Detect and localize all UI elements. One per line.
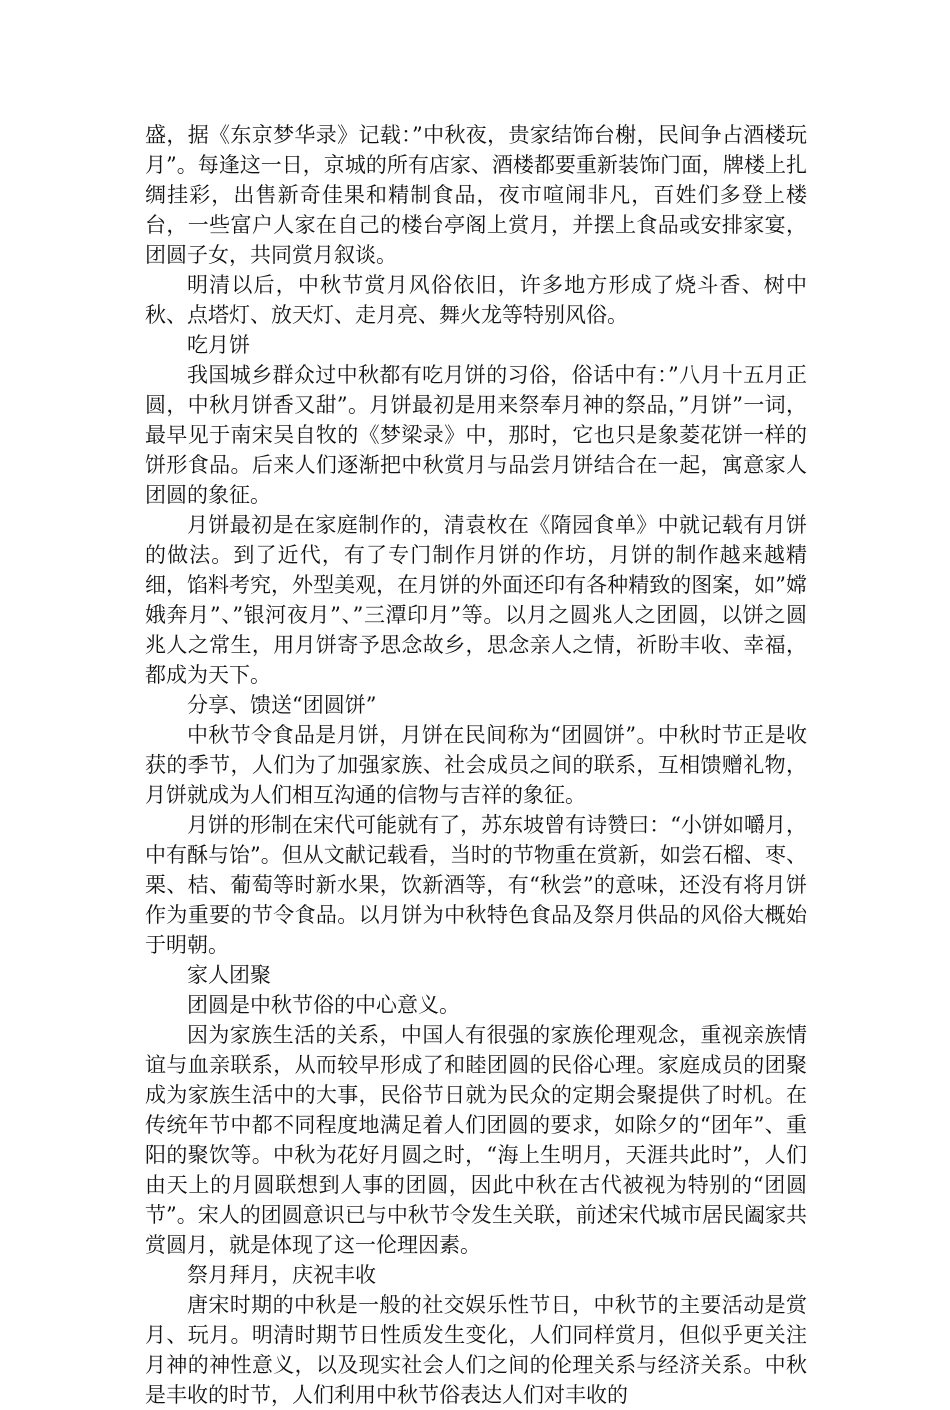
paragraph: 唐宋时期的中秋是一般的社交娱乐性节日，中秋节的主要活动是赏月、玩月。明清时期节日性质发生变化，人们同样赏月，但似乎更关注月神的神性意义，以及现实社会人们之间的伦理关系与经济关系。中秋是丰收的时节，人们利用中秋节俗表达人们对丰收的 <box>145 1293 807 1407</box>
paragraph: 我国城乡群众过中秋都有吃月饼的习俗，俗话中有：”八月十五月正圆，中秋月饼香又甜”。月饼最初是用来祭奉月神的祭品，”月饼”一词，最早见于南宋吴自牧的《梦梁录》中，那时，它也只是象菱花饼一样的饼形食品。后来人们逐渐把中秋赏月与品尝月饼结合在一起，寓意家人团圆的象征。 <box>145 363 807 507</box>
section-heading-family: 家人团聚 <box>187 963 271 987</box>
paragraph: 团圆是中秋节俗的中心意义。 <box>187 993 460 1017</box>
paragraph: 中秋节令食品是月饼，月饼在民间称为“团圆饼”。中秋时节正是收获的季节，人们为了加强家族、社会成员之间的联系，互相馈赠礼物，月饼就成为人们相互沟通的信物与吉祥的象征。 <box>145 723 807 807</box>
section-heading-share: 分享、馈送“团圆饼” <box>187 693 377 717</box>
document-body <box>145 120 807 1410</box>
section-heading-mooncake: 吃月饼 <box>187 333 250 357</box>
paragraph: 月饼的形制在宋代可能就有了，苏东坡曾有诗赞曰：“小饼如嚼月，中有酥与饴”。但从文献记载看，当时的节物重在赏新，如尝石榴、枣、栗、桔、葡萄等时新水果，饮新酒等，有“秋尝”的意味，还没有将月饼作为重要的节令食品。以月饼为中秋特色食品及祭月供品的风俗大概始于明朝。 <box>145 813 807 957</box>
paragraph: 月饼最初是在家庭制作的，清袁枚在《隋园食单》中就记载有月饼的做法。到了近代，有了专门制作月饼的作坊，月饼的制作越来越精细，馅料考究，外型美观，在月饼的外面还印有各种精致的图案，如”嫦娥奔月”、”银河夜月”、”三潭印月”等。以月之圆兆人之团圆，以饼之圆兆人之常生，用月饼寄予思念故乡，思念亲人之情，祈盼丰收、幸福，都成为天下。 <box>145 513 807 687</box>
paragraph-continued: 盛，据《东京梦华录》记载：”中秋夜，贵家结饰台榭，民间争占酒楼玩月”。每逢这一日，京城的所有店家、酒楼都要重新装饰门面，牌楼上扎绸挂彩，出售新奇佳果和精制食品，夜市喧闹非凡，百姓们多登上楼台，一些富户人家在自己的楼台亭阁上赏月，并摆上食品或安排家宴，团圆子女，共同赏月叙谈。 <box>145 123 807 267</box>
paragraph: 明清以后，中秋节赏月风俗依旧，许多地方形成了烧斗香、树中秋、点塔灯、放天灯、走月亮、舞火龙等特别风俗。 <box>145 273 807 327</box>
section-heading-worship: 祭月拜月，庆祝丰收 <box>187 1263 376 1287</box>
paragraph: 因为家族生活的关系，中国人有很强的家族伦理观念，重视亲族情谊与血亲联系，从而较早形成了和睦团圆的民俗心理。家庭成员的团聚成为家族生活中的大事，民俗节日就为民众的定期会聚提供了时机。在传统年节中都不同程度地满足着人们团圆的要求，如除夕的“团年”、重阳的聚饮等。中秋为花好月圆之时，“海上生明月，天涯共此时”，人们由天上的月圆联想到人事的团圆，因此中秋在古代被视为特别的“团圆节”。宋人的团圆意识已与中秋节令发生关联，前述宋代城市居民阖家共赏圆月，就是体现了这一伦理因素。 <box>145 1023 807 1257</box>
